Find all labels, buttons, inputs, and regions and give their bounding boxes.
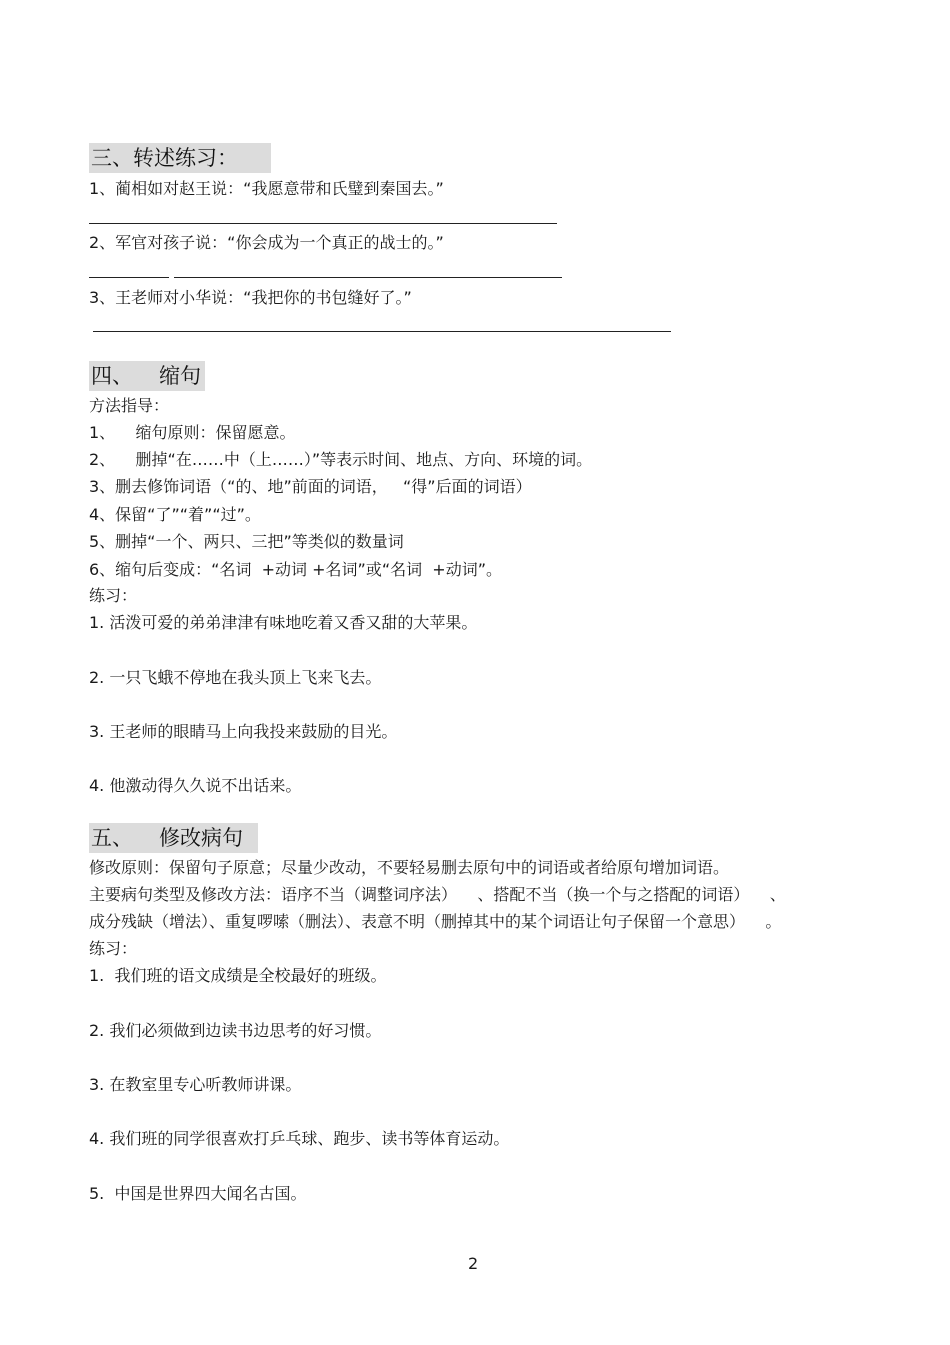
section5-exercise-2: 2. 我们必须做到边读书边思考的好习惯。 (89, 1021, 382, 1040)
section5-heading-number: 五、 (91, 826, 133, 850)
section5-heading-text: 修改病句 (159, 826, 243, 850)
section5-exercise-4: 4. 我们班的同学很喜欢打乒乓球、跑步、读书等体育运动。 (89, 1129, 510, 1148)
section4-practice-label: 练习： (89, 586, 138, 605)
section4-exercise-3: 3. 王老师的眼睛马上向我投来鼓励的目光。 (89, 722, 398, 741)
section4-heading-text: 缩句 (159, 364, 201, 388)
method-6: 6、缩句后变成：“名词 +动词 +名词”或“名词 +动词”。 (89, 560, 502, 579)
section5-principle: 修改原则：保留句子原意；尽量少改动，不要轻易删去原句中的词语或者给原句增加词语。 (89, 858, 730, 877)
section5-types-line-2: 成分残缺（增法）、重复啰嗦（删法）、表意不明（删掉其中的某个词语让句子保留一个意思） 。 (89, 912, 782, 931)
page-number: 2 (468, 1254, 479, 1273)
section5-exercise-5: 5. 中国是世界四大闻名古国。 (89, 1184, 307, 1203)
answer-line-3[interactable] (93, 331, 671, 332)
method-3: 3、删去修饰词语（“的、地”前面的词语， “得”后面的词语） (89, 477, 532, 496)
section5-types-line-1: 主要病句类型及修改方法：语序不当（调整词序法） 、搭配不当（换一个与之搭配的词语） 、 (89, 885, 786, 904)
section5-exercise-3: 3. 在教室里专心听教师讲课。 (89, 1075, 302, 1094)
section4-exercise-4: 4. 他激动得久久说不出话来。 (89, 776, 302, 795)
method-1: 1、 缩句原则：保留愿意。 (89, 423, 296, 442)
method-label: 方法指导： (89, 396, 170, 415)
section4-exercise-1: 1. 活泼可爱的弟弟津津有味地吃着又香又甜的大苹果。 (89, 613, 478, 632)
section4-heading (89, 361, 205, 391)
answer-line-2a[interactable] (89, 277, 169, 278)
section3-heading: 三、转述练习： (89, 143, 271, 173)
section3-item-3: 3、王老师对小华说：“我把你的书包缝好了。” (89, 288, 412, 307)
section4-exercise-2: 2. 一只飞蛾不停地在我头顶上飞来飞去。 (89, 668, 382, 687)
section5-exercise-1: 1. 我们班的语文成绩是全校最好的班级。 (89, 966, 387, 985)
section4-heading-number: 四、 (91, 364, 133, 388)
section3-item-1: 1、蔺相如对赵王说：“我愿意带和氏璧到秦国去。” (89, 179, 444, 198)
answer-line-2b[interactable] (174, 277, 562, 278)
method-4: 4、保留“了”“着”“过”。 (89, 505, 261, 524)
answer-line-1[interactable] (89, 223, 557, 224)
method-5: 5、删掉“一个、两只、三把”等类似的数量词 (89, 532, 404, 551)
section3-item-2: 2、军官对孩子说：“你会成为一个真正的战士的。” (89, 233, 444, 252)
method-2: 2、 删掉“在……中（上……）”等表示时间、地点、方向、环境的词。 (89, 450, 593, 469)
section5-practice-label: 练习： (89, 939, 138, 958)
section5-heading (89, 823, 258, 853)
